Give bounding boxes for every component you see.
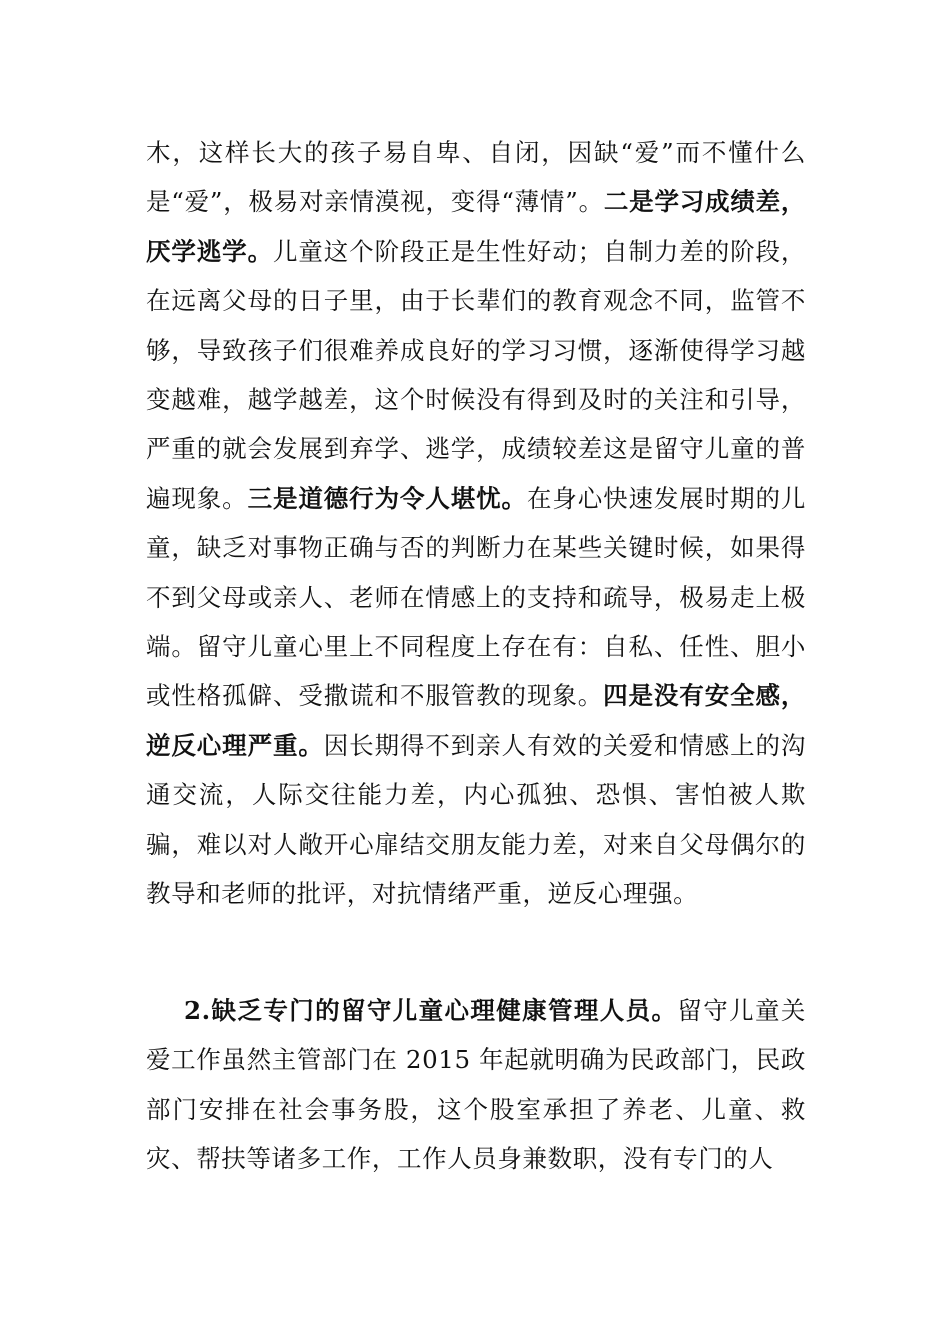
paragraph1-heading-3: 三是道德行为令人堪忧。 [247, 483, 527, 513]
paragraph1-heading-4: 四是没有安全感，逆反心理严重。 [146, 681, 806, 760]
paragraph1-sentence-4: 因长期得不到亲人有效的关爱和情感上的沟通交流，人际交往能力差，内心孤独、恐惧、害怕被人欺骗，难以对人敞开心扉结交朋友能力差，对来自父母偶尔的教导和老师的批评，对抗情绪严重，逆反心理强。 [146, 730, 807, 909]
paragraph1-sentence-1: 木，这样长大的孩子易自卑、自闭，因缺“爱”而不懂什么是“爱”，极易对亲情漠视，变得“薄情”。 [146, 138, 806, 217]
body-paragraph-1 [146, 128, 806, 919]
paragraph1-sentence-2: 儿童这个阶段正是生性好动；自制力差的阶段，在远离父母的日子里，由于长辈们的教育观念不同，监管不够，导致孩子们很难养成良好的学习习惯，逐渐使得学习越变越难，越学越差，这个时候没有得到及时的关注和引导，严重的就会发展到弃学、逃学，成绩较差这是留守儿童的普遍现象。 [146, 236, 806, 513]
section-heading-2: 2.缺乏专门的留守儿童心理健康管理人员。 [184, 996, 678, 1025]
paragraph1-heading-2: 二是学习成绩差，厌学逃学。 [146, 187, 806, 266]
paragraph1-sentence-3: 在身心快速发展时期的儿童，缺乏对事物正确与否的判断力在某些关键时候，如果得不到父母或亲人、老师在情感上的支持和疏导，极易走上极端。留守儿童心里上不同程度上存在有：自私、任性、胆小或性格孤僻、受撒谎和不服管教的现象。 [146, 483, 806, 711]
paragraph2-text: 留守儿童关爱工作虽然主管部门在 2015 年起就明确为民政部门，民政部门安排在社会事务股，这个股室承担了养老、儿童、救灾、帮扶等诸多工作，工作人员身兼数职，没有专门的人 [146, 996, 807, 1174]
body-paragraph-2 [146, 986, 806, 1184]
